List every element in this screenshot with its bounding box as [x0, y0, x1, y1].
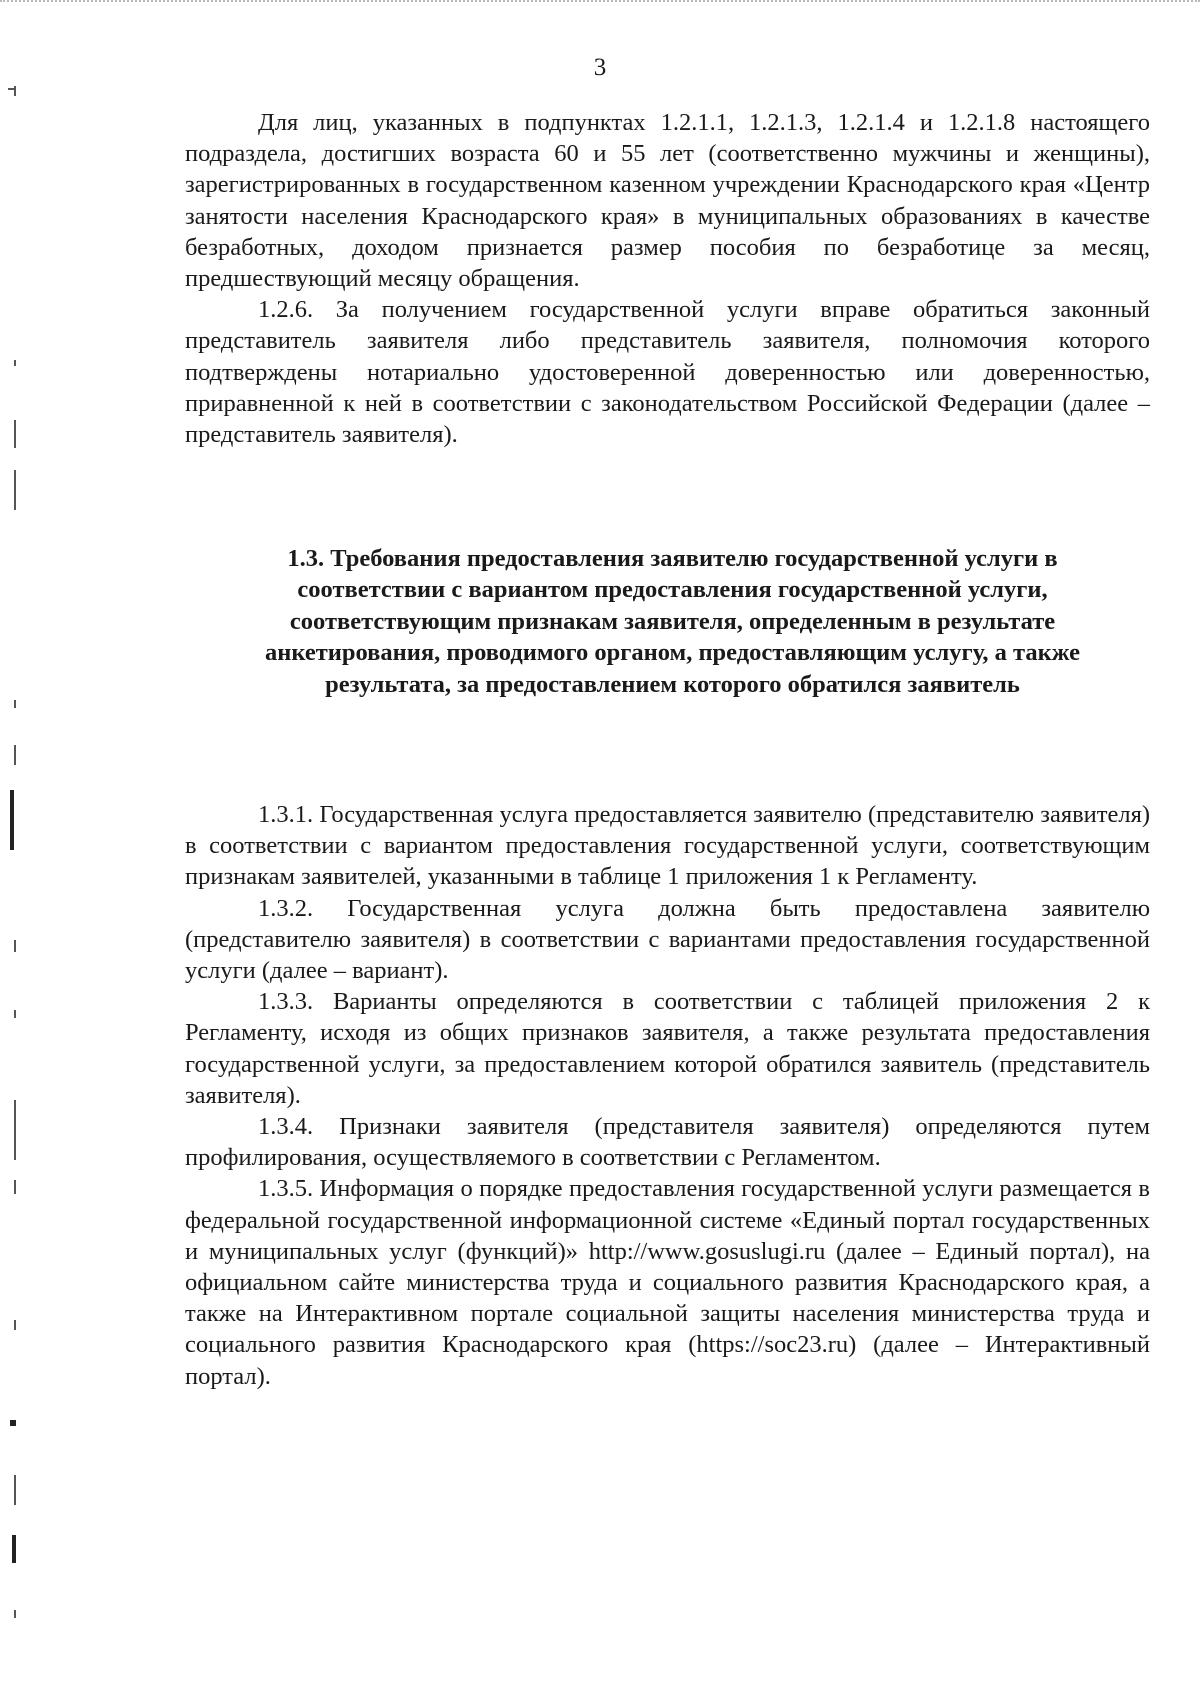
paragraph-1-3-5: 1.3.5. Информация о порядке предоставления государственной услуги размещается в федеральной государственной информационной системе «Единый портал государственных и муниципальных услуг (функций)» http://www.gosuslugi.ru (далее – Единый портал), на официальном сайте министерства труда и социального развития Краснодарского края, а также на Интерактивном портале социальной защиты населения министерства труда и социального развития Краснодарского края (https://soc23.ru) (далее – Интерактивный портал).: [185, 1175, 1150, 1390]
top-text-block: [185, 107, 1150, 450]
paragraph-1-3-4: 1.3.4. Признаки заявителя (представителя заявителя) определяются путем профилирования, осуществляемого в соответствии с Регламентом.: [185, 1113, 1150, 1172]
paragraph-1-3-1: 1.3.1. Государственная услуга предоставляется заявителю (представителю заявителя) в соответствии с вариантом предоставления государственной услуги, соответствующим признакам заявителей, указанными в таблице 1 приложения 1 к Регламенту.: [185, 801, 1150, 891]
bottom-text-block: [185, 799, 1150, 1392]
section-heading-1-3: 1.3. Требования предоставления заявителю государственной услуги в соответствии с вариантом предоставления государственной услуги, соответствующим признакам заявителя, определенным в результате анкетирования, проводимого органом, предоставляющим услугу, а также результата, за предоставлением которого обратился заявитель: [264, 545, 1081, 698]
paragraph-1-2-6: 1.2.6. За получением государственной услуги вправе обратиться законный представитель заявителя либо представитель заявителя, полномочия которого подтверждены нотариально удостоверенной доверенностью или доверенностью, приравненной к ней в соответствии с законодательством Российской Федерации (далее – представитель заявителя).: [185, 296, 1150, 449]
scan-margin-marks: [0, 0, 30, 1697]
paragraph-1-3-2: 1.3.2. Государственная услуга должна быть предоставлена заявителю (представителю заявителя) в соответствии с вариантами предоставления государственной услуги (далее – вариант).: [185, 894, 1150, 985]
scan-top-edge: [0, 0, 1200, 8]
paragraph-income-unemployment: Для лиц, указанных в подпунктах 1.2.1.1, 1.2.1.3, 1.2.1.4 и 1.2.1.8 настоящего подраздела, достигших возраста 60 и 55 лет (соответственно мужчины и женщины), зарегистрированных в государственном казенном учреждении Краснодарского края «Центр занятости населения Краснодарского края» в муниципальных образованиях в качестве безработных, доходом признается размер пособия по безработице за месяц, предшествующий месяцу обращения.: [185, 109, 1150, 293]
paragraph-1-3-3: 1.3.3. Варианты определяются в соответствии с таблицей приложения 2 к Регламенту, исходя из общих признаков заявителя, а также результата предоставления государственной услуги, за предоставлением которой обратился заявитель (представитель заявителя).: [185, 988, 1150, 1109]
page-number: 3: [593, 54, 607, 81]
